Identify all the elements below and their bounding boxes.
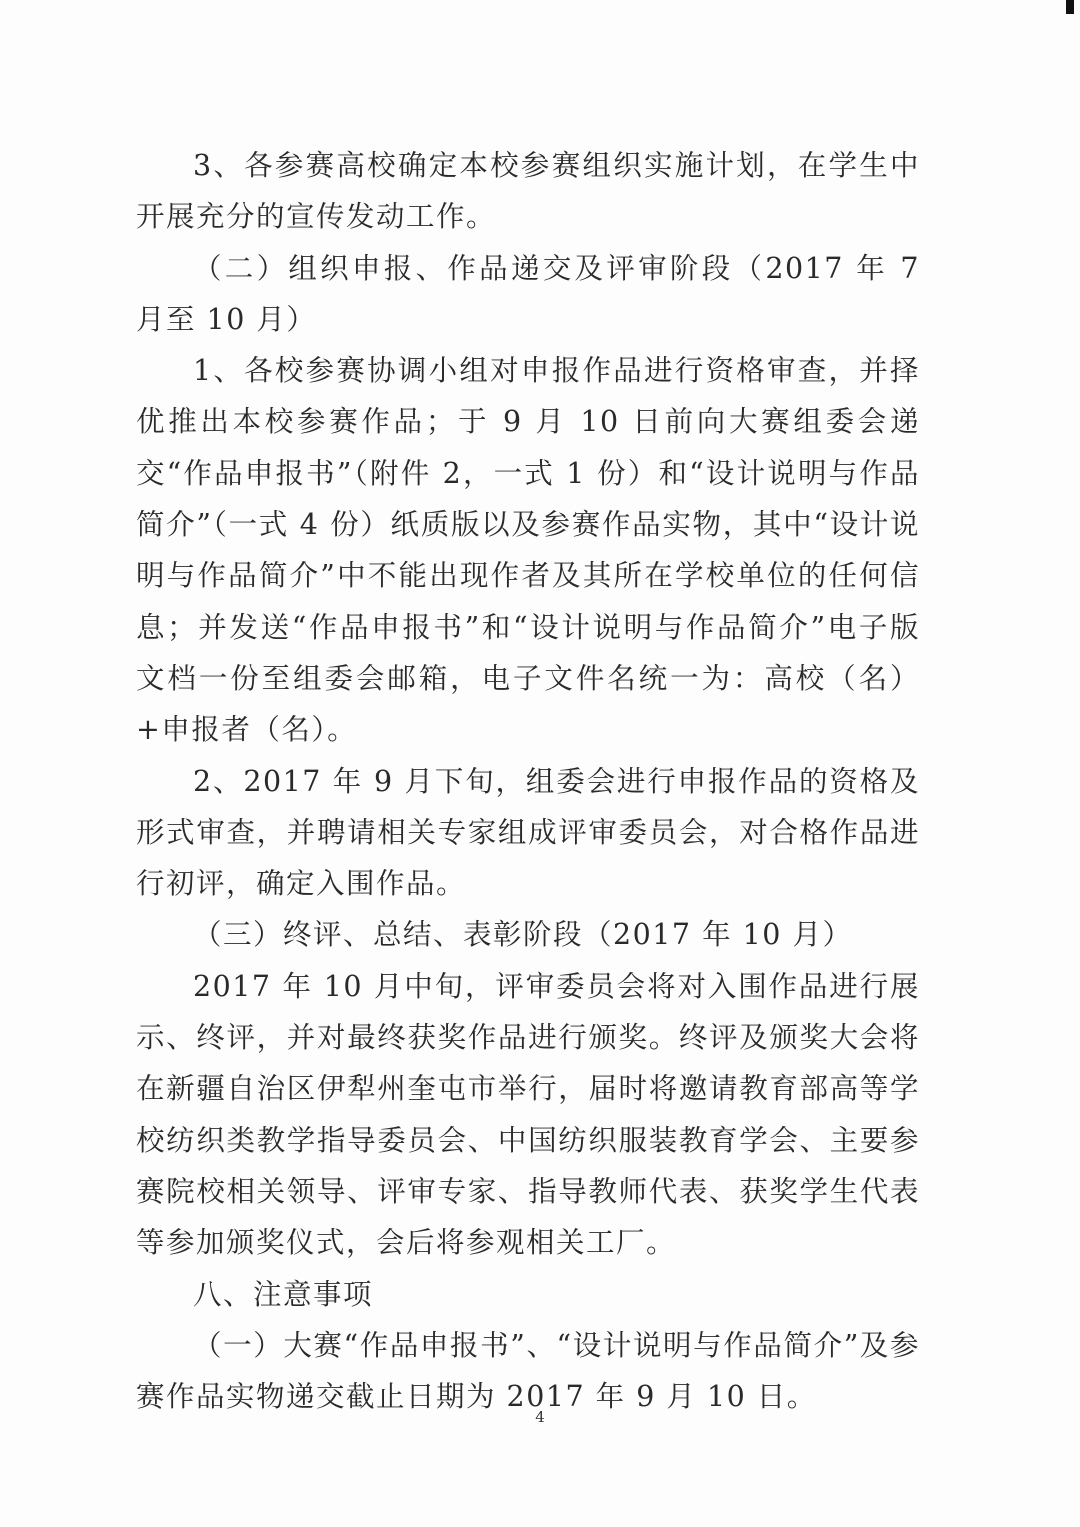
paragraph-1-submission: 1、各校参赛协调小组对申报作品进行资格审查，并择优推出本校参赛作品；于 9 月 10 日前向大赛组委会递交“作品申报书”（附件 2，一式 1 份）和“设计说明与作品简介”（一式 4 份）纸质版以及参赛作品实物，其中“设计说明与作品简介”中不能出现作者及其所在学校单位的任何信息；并发送“作品申报书”和“设计说明与作品简介”电子版文档一份至组委会邮箱，电子文件名统一为：高校（名）+申报者（名）。 [136, 354, 920, 747]
heading-section-8: 八、注意事项 [193, 1277, 374, 1311]
scan-corner-mark [1066, 0, 1074, 14]
document-body [136, 140, 920, 1422]
paragraph-3-publicity: 3、各参赛高校确定本校参赛组织实施计划，在学生中开展充分的宣传发动工作。 [136, 149, 920, 234]
heading-stage-3: （三）终评、总结、表彰阶段（2017 年 10 月） [193, 918, 853, 952]
paragraph-deadline: （一）大赛“作品申报书”、“设计说明与作品简介”及参赛作品实物递交截止日期为 2017 年 9 月 10 日。 [136, 1328, 920, 1414]
paragraph-final-evaluation: 2017 年 10 月中旬，评审委员会将对入围作品进行展示、终评，并对最终获奖作品进行颁奖。终评及颁奖大会将在新疆自治区伊犁州奎屯市举行，届时将邀请教育部高等学校纺织类教学指导委员会、中国纺织服装教育学会、主要参赛院校相关领导、评审专家、指导教师代表、获奖学生代表等参加颁奖仪式，会后将参观相关工厂。 [136, 969, 920, 1260]
page-number: 4 [535, 1408, 545, 1426]
paragraph-2-review: 2、2017 年 9 月下旬，组委会进行申报作品的资格及形式审查，并聘请相关专家组成评审委员会，对合格作品进行初评，确定入围作品。 [136, 764, 920, 901]
heading-stage-2: （二）组织申报、作品递交及评审阶段（2017 年 7 月至 10 月） [136, 251, 920, 336]
